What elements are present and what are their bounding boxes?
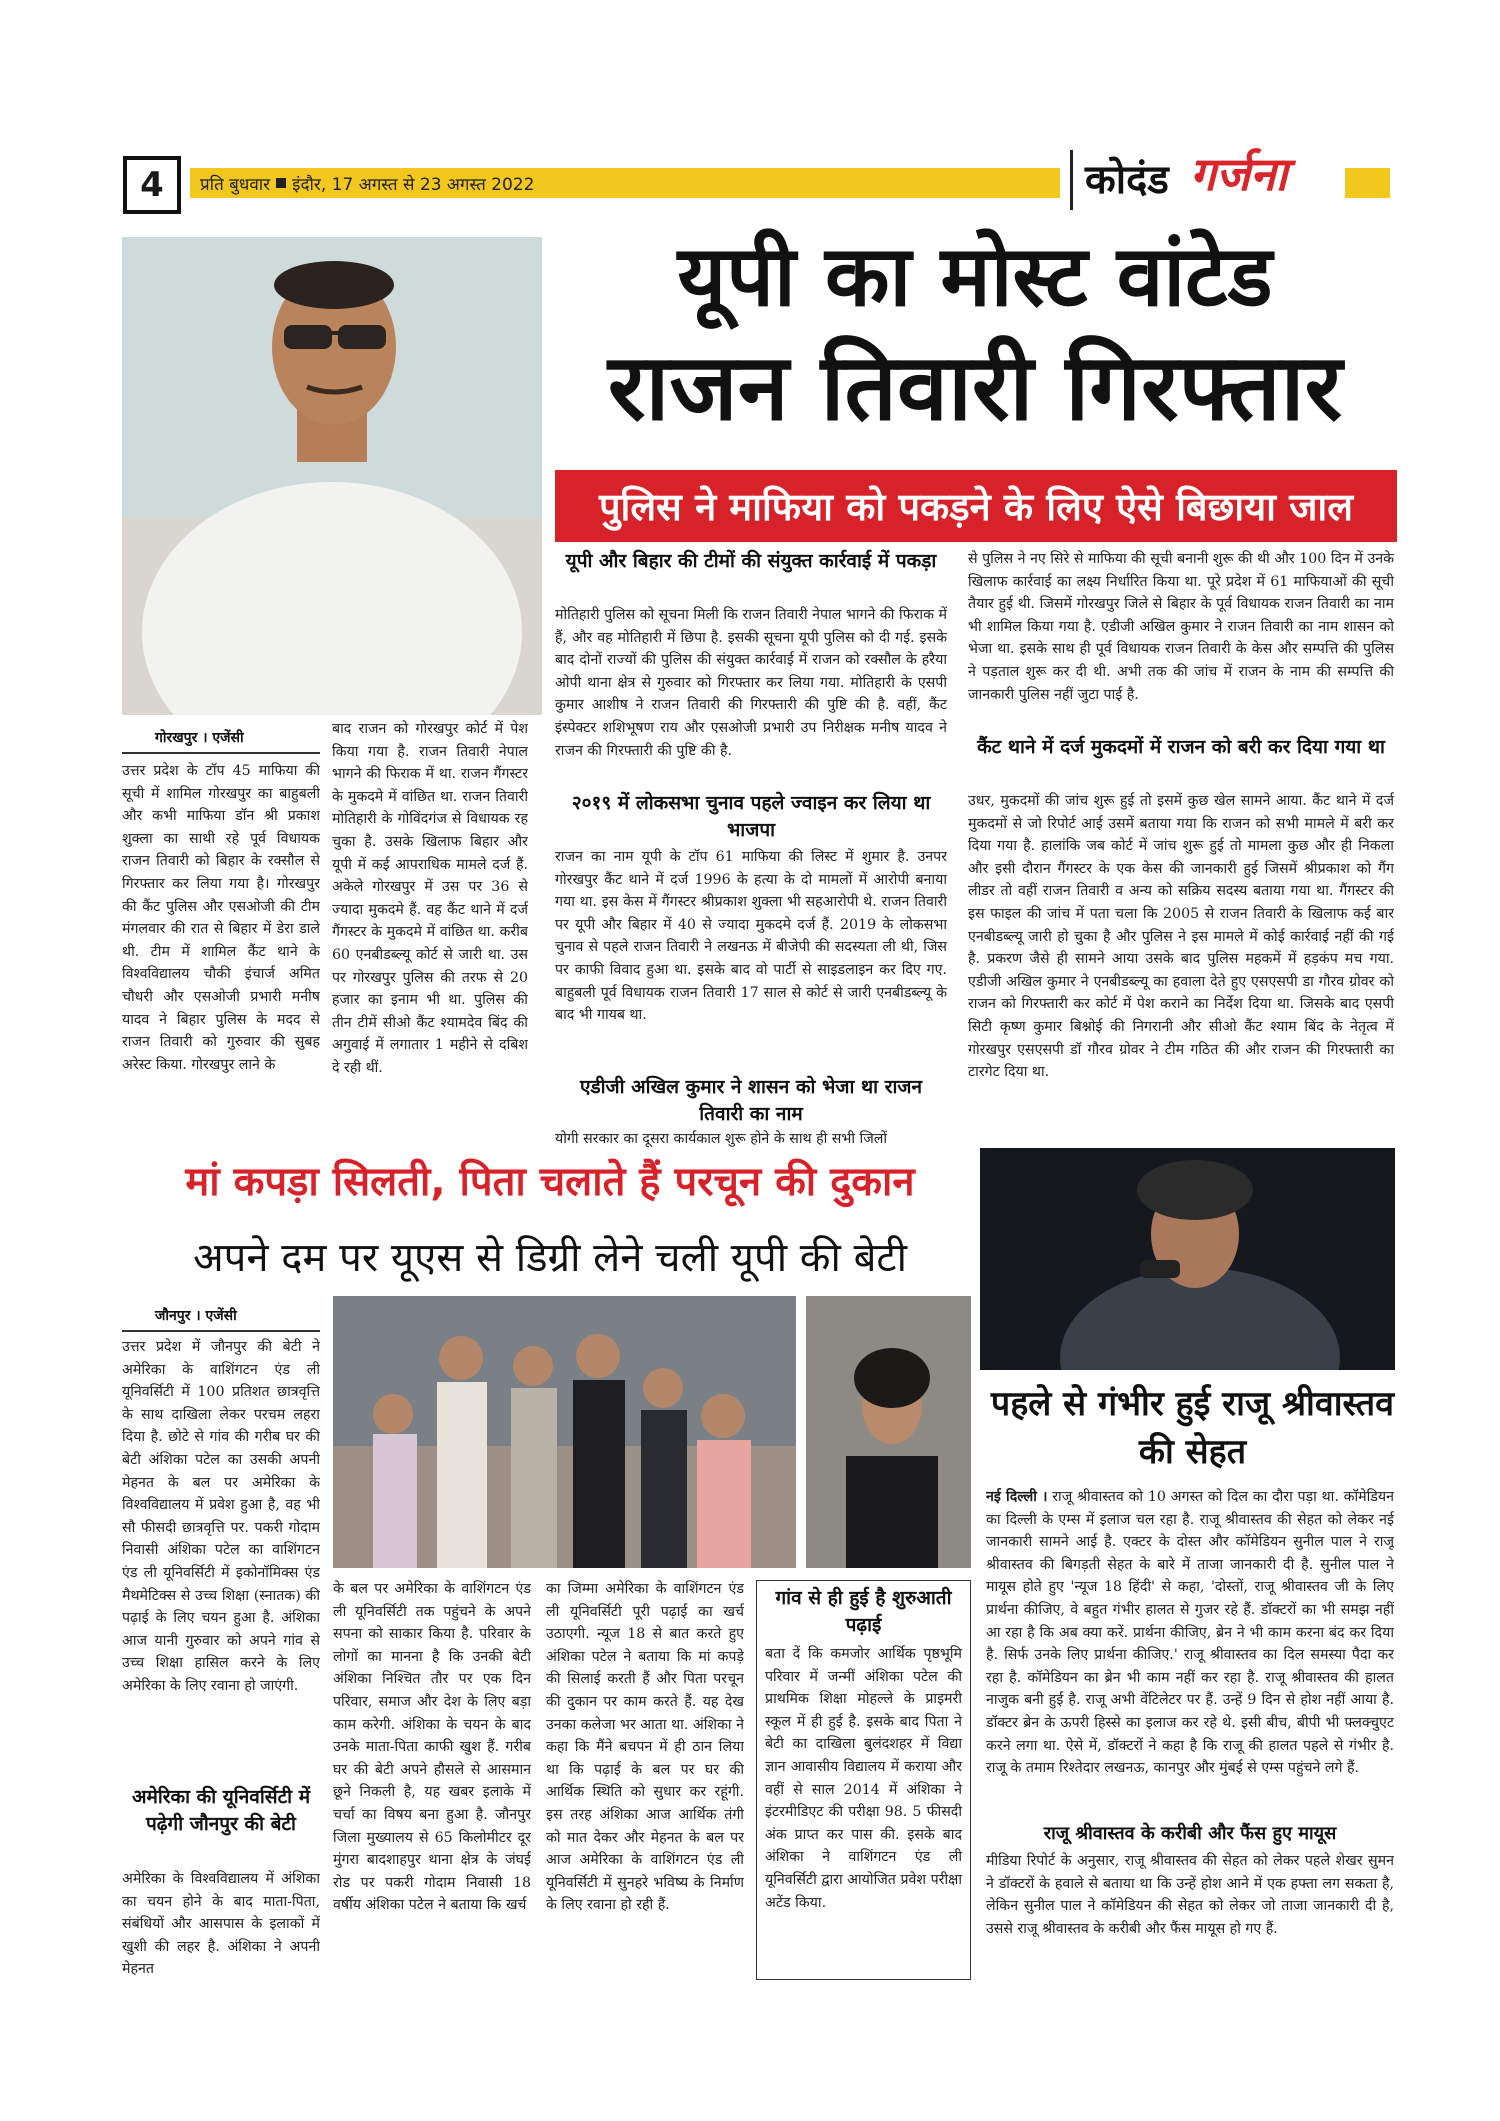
story1-subhead-2: २०१९ में लोकसभा चुनाव पहले ज्वाइन कर लिया था भाजपा <box>571 792 931 841</box>
story2-dateline-rule <box>122 1330 320 1332</box>
story3-col1 <box>986 1486 1394 1816</box>
story1-dateline: गोरखपुर । एजेंसी <box>155 730 244 746</box>
logo-part-2: गर्जना <box>1190 147 1288 201</box>
issue-date: इंदौर, 17 अगस्त से 23 अगस्त 2022 <box>292 174 535 195</box>
story3-subhead-1: राजू श्रीवास्तव के करीबी और फैंस हुए मायूस <box>1043 1823 1337 1844</box>
story2-box-text: बता दें कि कमजोर आर्थिक पृष्ठभूमि परिवार में जन्मीं अंशिका पटेल की प्राथमिक शिक्षा मोहल्ले के प्राइमरी स्कूल में ही हुई है. इसके बाद पिता ने बेटी का दाखिला बुलंदशहर में विद्या ज्ञान आवासीय विद्यालय में कराया और वहीं से साल 2014 में अंशिका ने इंटरमीडिएट की परीक्षा 98. 5 फीसदी अंक प्राप्त कर पास की. इसके बाद अंशिका ने वाशिंगटन एंड ली यूनिवर्सिटी द्वारा आयोजित प्रवेश परीक्षा अटेंड किया. <box>765 1646 962 1911</box>
issue-bar <box>190 168 1060 198</box>
story1-subhead-4: कैंट थाने में दर्ज मुकदमों में राजन को बरी कर दिया गया था <box>977 736 1385 758</box>
page-number: 4 <box>123 156 181 214</box>
raju-srivastava-photo <box>980 1148 1395 1370</box>
subheadline-band: पुलिस ने माफिया को पकड़ने के लिए ऐसे बिछाया जाल <box>555 470 1397 542</box>
story2-sidebar-box <box>756 1580 971 1980</box>
story2-dateline: जौनपुर । एजेंसी <box>155 1308 237 1324</box>
dateline-rule <box>122 752 320 754</box>
story3-headline: पहले से गंभीर हुई राजू श्रीवास्तव की सेहत <box>990 1384 1395 1472</box>
man-portrait-icon <box>122 237 542 715</box>
girl-portrait-icon <box>806 1296 971 1568</box>
story1-col4b: उधर, मुकदमों की जांच शुरू हुई तो इसमें कुछ खेल सामने आया. कैंट थाने में दर्ज मुकदमों से जो रिपोर्ट आई उसमें बताया गया कि राजन को सभी मामले में बरी कर दिया गया है. हालांकि जब कोर्ट में जांच शुरू हुई तो मामला कुछ और ही निकला और इसी दौरान गैंगस्टर के एक केस की जानकारी हुई जिसमें श्रीप्रकाश को गैंग लीडर तो वहीं राजन तिवारी व अन्य को सक्रिय सदस्य बताया गया था. गैंगस्टर की इस फाइल की जांच में पता चला कि 2005 से राजन तिवारी के खिलाफ कई बार एनबीडब्ल्यू जारी हो चुका है और पुलिस ने इस मामले में कोई कार्रवाई नहीं की गई है. प्रकरण जैसे ही सामने आया उसके बाद पुलिस महकमें में हड़कंप मच गया. एडीजी अखिल कुमार ने एनबीडब्ल्यू का हवाला देते हुए एसएसपी डा गौरव ग्रोवर को राजन को गिरफ्तारी कर कोर्ट में पेश कराने का निर्देश दिया था. जिसके बाद एसपी सिटी कृष्ण कुमार बिश्नोई की निगरानी और सीओ कैंट श्याम बिंद के नेतृत्व में गोरखपुर एसएसपी डॉ गौरव ग्रोवर ने टीम गठित की और राजन की गिरफ्तारी का टारगेट दिया था. <box>968 793 1394 1081</box>
main-headline-line-1: यूपी का मोस्ट वांटेड <box>677 227 1273 325</box>
story2-col1b: अमेरिका के विश्वविद्यालय में अंशिका का चयन होने के बाद माता-पिता, संबंधियों और आसपास के इलाकों में खुशी की लहर है. अंशिका ने अपनी मेहनत <box>122 1871 320 1978</box>
family-photo <box>333 1296 796 1568</box>
story1-col4a: से पुलिस ने नए सिरे से माफिया की सूची बनानी शुरू की थी और 100 दिन में उनके खिलाफ कार्रवाई का लक्ष्य निर्धारित किया था. पूरे प्रदेश में 61 माफियाओं की सूची तैयार हुई थी. जिसमें गोरखपुर जिले से बिहार के पूर्व विधायक राजन तिवारी का नाम भी शामिल किया गया है. एडीजी अखिल कुमार ने राजन तिवारी का नाम शासन को भेजा था. इसके साथ ही पूर्व विधायक राजन तिवारी के केस और सम्पत्ति की पुलिस ने पड़ताल शुरू कर दी थी. अभी तक की जांच में राजन के नाम की सम्पत्ति की जानकारी पुलिस नहीं जुटा पाई है. <box>968 551 1394 703</box>
story2-headline-red: मां कपड़ा सिलती, पिता चलाते हैं परचून की दुकान <box>185 1159 915 1205</box>
logo-part-1: कोदंड <box>1085 157 1169 203</box>
rajan-tiwari-photo <box>122 237 542 715</box>
story1-col3b: राजन का नाम यूपी के टॉप 61 माफिया की लिस्ट में शुमार है. उनपर गोरखपुर कैंट थाने में दर्ज 1996 के हत्या के दो मामलों में आरोपी बनाया गया था. इस केस में गैंगस्टर श्रीप्रकाश शुक्ला भी सहआरोपी थे. राजन तिवारी पर यूपी और बिहार में 40 से ज्यादा मुकदमे दर्ज हैं. 2019 के लोकसभा चुनाव से पहले राजन तिवारी ने लखनऊ में बीजेपी की सदस्यता ली थी, जिस पर काफी विवाद हुआ था. इसके बाद वो पार्टी से साइडलाइन कर दिए गए. बाहुबली पूर्व विधायक राजन तिवारी 17 साल से कोर्ट से जारी एनबीडब्ल्यू के बाद भी गायब था. <box>555 849 947 1024</box>
main-headline-line-2: राजन तिवारी गिरफ्तार <box>607 334 1343 441</box>
story2-box-title: गांव से ही हुई है शुरुआती पढ़ाई <box>775 1587 952 1636</box>
family-group-icon <box>333 1296 796 1568</box>
logo-bar <box>1345 168 1390 198</box>
story1-subhead-1: यूपी और बिहार की टीमों की संयुक्त कार्रवाई में पकड़ा <box>565 550 937 572</box>
comedian-portrait-icon <box>980 1148 1395 1370</box>
story2-headline-black: अपने दम पर यूएस से डिग्री लेने चली यूपी की बेटी <box>193 1235 907 1281</box>
story3-col2: मीडिया रिपोर्ट के अनुसार, राजू श्रीवास्तव की सेहत को लेकर पहले शेखर सुमन ने डॉक्टरों के हवाले से बताया था कि उन्हें होश आने में एक हफ्ता लग सकता है, लेकिन सुनील पाल ने कॉमेडियन की सेहत को लेकर जो ताजा जानकारी दी है, उससे राजू श्रीवास्तव के करीबी और फैंस मायूस हो गए हैं. <box>986 1853 1394 1937</box>
story3-dateline: नई दिल्ली । <box>986 1489 1048 1505</box>
story1-col1: उत्तर प्रदेश के टॉप 45 माफिया की सूची में शामिल गोरखपुर का बाहुबली और कभी माफिया डॉन श्री प्रकाश शुक्ला का साथी रहे पूर्व विधायक राजन तिवारी को बिहार के रक्सौल से गिरफ्तार कर लिया गया है। गोरखपुर की कैंट पुलिस और एसओजी की टीम मंगलवार की रात से बिहार में डेरा डाले थी. टीम में शामिल कैंट थाने के विश्वविद्यालय चौकी इंचार्ज अमित चौधरी और एसओजी प्रभारी मनीष यादव ने बिहार पुलिस के मदद से राजन तिवारी को गुरुवार की सुबह अरेस्ट किया. गोरखपुर लाने के <box>122 763 320 1073</box>
story2-subhead-1: अमेरिका की यूनिवर्सिटी में पढ़ेगी जौनपुर की बेटी <box>131 1786 311 1835</box>
story3-body-1: राजू श्रीवास्तव को 10 अगस्त को दिल का दौरा पड़ा था. कॉमेडियन का दिल्ली के एम्स में इलाज चल रहा है. राजू श्रीवास्तव की सेहत को लेकर नई जानकारी सामने आई है. एक्टर के दोस्त और कॉमेडियन सुनील पाल ने राजू श्रीवास्तव की बिगड़ती सेहत के बारे में ताजा जानकारी दी है. सुनील पाल ने मायूस होते हुए 'न्यूज 18 हिंदी' से कहा, 'दोस्तों, राजू श्रीवास्तव जी के लिए प्रार्थना कीजिए, वे बहुत गंभीर हालत से गुजर रहे हैं. डॉक्टरों का भी समझ नहीं आ रहा है कि अब क्या करें. प्रार्थना कीजिए, ब्रेन ने भी काम करना बंद कर दिया है. सिर्फ उनके लिए प्रार्थना कीजिए.' राजू श्रीवास्तव का दिल समस्या पैदा कर रहा है. कॉमेडियन का ब्रेन भी काम नहीं कर रहा है. राजू श्रीवास्तव की हालत नाजुक बनी हुई है. राजू अभी वेंटिलेटर पर हैं. उन्हें 9 दिन से होश नहीं आया है. डॉक्टर ब्रेन के ऊपरी हिस्से का इलाज कर रहे थे. इसी बीच, बीपी भी फ्लक्चुएट करने लगा था. ऐसे में, डॉक्टरों ने कहा है कि राजू की हालत पहले से गंभीर है. राजू के तमाम रिश्तेदार लखनऊ, कानपुर और मुंबई से एम्स पहुंचने लगे हैं. <box>986 1489 1394 1777</box>
story2-col2: के बल पर अमेरिका के वाशिंगटन एंड ली यूनिवर्सिटी तक पहुंचने के अपने सपना को साकार किया है. परिवार के लोगों का मानना है कि उनकी बेटी अंशिका निश्चित तौर पर एक दिन परिवार, समाज और देश के लिए बड़ा काम करेगी. अंशिका के चयन के बाद उनके माता-पिता काफी खुश हैं. गरीब घर की बेटी अपने हौसले से आसमान छूने निकली है, यह खबर इलाके में चर्चा का विषय बना हुआ है. जौनपुर जिला मुख्यालय से 65 किलोमीटर दूर मुंगरा बादशाहपुर थाना क्षेत्र के जंघई रोड पर पकरी गोदाम निवासी 18 वर्षीय अंशिका पटेल ने बताया कि खर्च <box>333 1581 531 1914</box>
story2-col1: उत्तर प्रदेश में जौनपुर की बेटी ने अमेरिका के वाशिंगटन एंड ली यूनिवर्सिटी में 100 प्रतिशत छात्रवृत्ति के साथ दाखिला लेकर परचम लहरा दिया है. छोटे से गांव की गरीब घर की बेटी अंशिका पटेल का उसकी अपनी मेहनत के बल पर अमेरिका के विश्वविद्यालय में प्रवेश हुआ है, वह भी सौ फीसदी छात्रवृत्ति पर. पकरी गोदाम निवासी अंशिका पटेल का वाशिंगटन एंड ली यूनिवर्सिटी में इकोनॉमिक्स एंड मैथमेटिक्स से उच्च शिक्षा (स्नातक) की पढ़ाई के लिए चयन हुआ है. अंशिका आज यानी गुरुवार को अपने गांव से उच्च शिक्षा हासिल करने के लिए अमेरिका के लिए रवाना हो जाएंगी. <box>122 1339 320 1694</box>
story1-col2: बाद राजन को गोरखपुर कोर्ट में पेश किया गया है. राजन तिवारी नेपाल भागने की फिराक में था. राजन गैंगस्टर के मुकदमे में वांछित था. राजन तिवारी मोतिहारी के गोविंदगंज से विधायक रह चुका है. उसके खिलाफ बिहार और यूपी में कई आपराधिक मामले दर्ज हैं. अकेले गोरखपुर में उस पर 36 से ज्यादा मुकदमे हैं. वह कैंट थाने में दर्ज गैंगस्टर के मुकदमे में वांछित था. करीब 60 एनबीडब्ल्यू कोर्ट से जारी था. उस पर गोरखपुर पुलिस की तरफ से 20 हजार का इनाम भी था. पुलिस की तीन टीमें सीओ कैंट श्यामदेव बिंद की अगुवाई में लगातार 1 महीने से दबिश दे रही थीं. <box>332 721 528 1076</box>
issue-frequency: प्रति बुधवार <box>200 174 271 195</box>
story1-col3c: योगी सरकार का दूसरा कार्यकाल शुरू होने के साथ ही सभी जिलों <box>555 1131 888 1147</box>
girl-photo <box>806 1296 971 1568</box>
story1-col3a: मोतिहारी पुलिस को सूचना मिली कि राजन तिवारी नेपाल भागने की फिराक में हैं, और वह मोतिहारी में छिपा है. इसकी सूचना यूपी पुलिस को दी गई. इसके बाद दोनों राज्यों की पुलिस की संयुक्त कार्रवाई में राजन को रक्सौल के हरैया ओपी थाना क्षेत्र से गुरुवार को गिरफ्तार कर लिया गया. मोतिहारी के एसपी कुमार आशीष ने राजन तिवारी की गिरफ्तारी की पुष्टि की है. वहीं, कैंट इंस्पेक्टर शशिभूषण राय और एसओजी प्रभारी उप निरीक्षक मनीष यादव ने राजन की गिरफ्तारी की पुष्टि की है. <box>555 607 947 759</box>
story1-subhead-3: एडीजी अखिल कुमार ने शासन को भेजा था राजन तिवारी का नाम <box>579 1076 923 1125</box>
story2-col3: का जिम्मा अमेरिका के वाशिंगटन एंड ली यूनिवर्सिटी पूरी पढ़ाई का खर्च उठाएगी. न्यूज 18 से बात करते हुए अंशिका पटेल ने बताया कि मां कपड़े की सिलाई करती हैं और पिता परचून की दुकान पर काम करते हैं. यह देख उनका कलेजा भर आता था. अंशिका ने कहा कि मैंने बचपन में ही ठान लिया था कि पढ़ाई के बल पर घर की आर्थिक स्थिति को सुधार कर रहूंगी. इस तरह अंशिका आज आर्थिक तंगी को मात देकर और मेहनत के बल पर आज अमेरिका के वाशिंगटन एंड ली यूनिवर्सिटी में सुनहरे भविष्य के निर्माण के लिए रवाना हो रही हैं. <box>546 1581 744 1914</box>
separator-square-icon <box>276 178 286 188</box>
logo-divider <box>1070 150 1073 210</box>
